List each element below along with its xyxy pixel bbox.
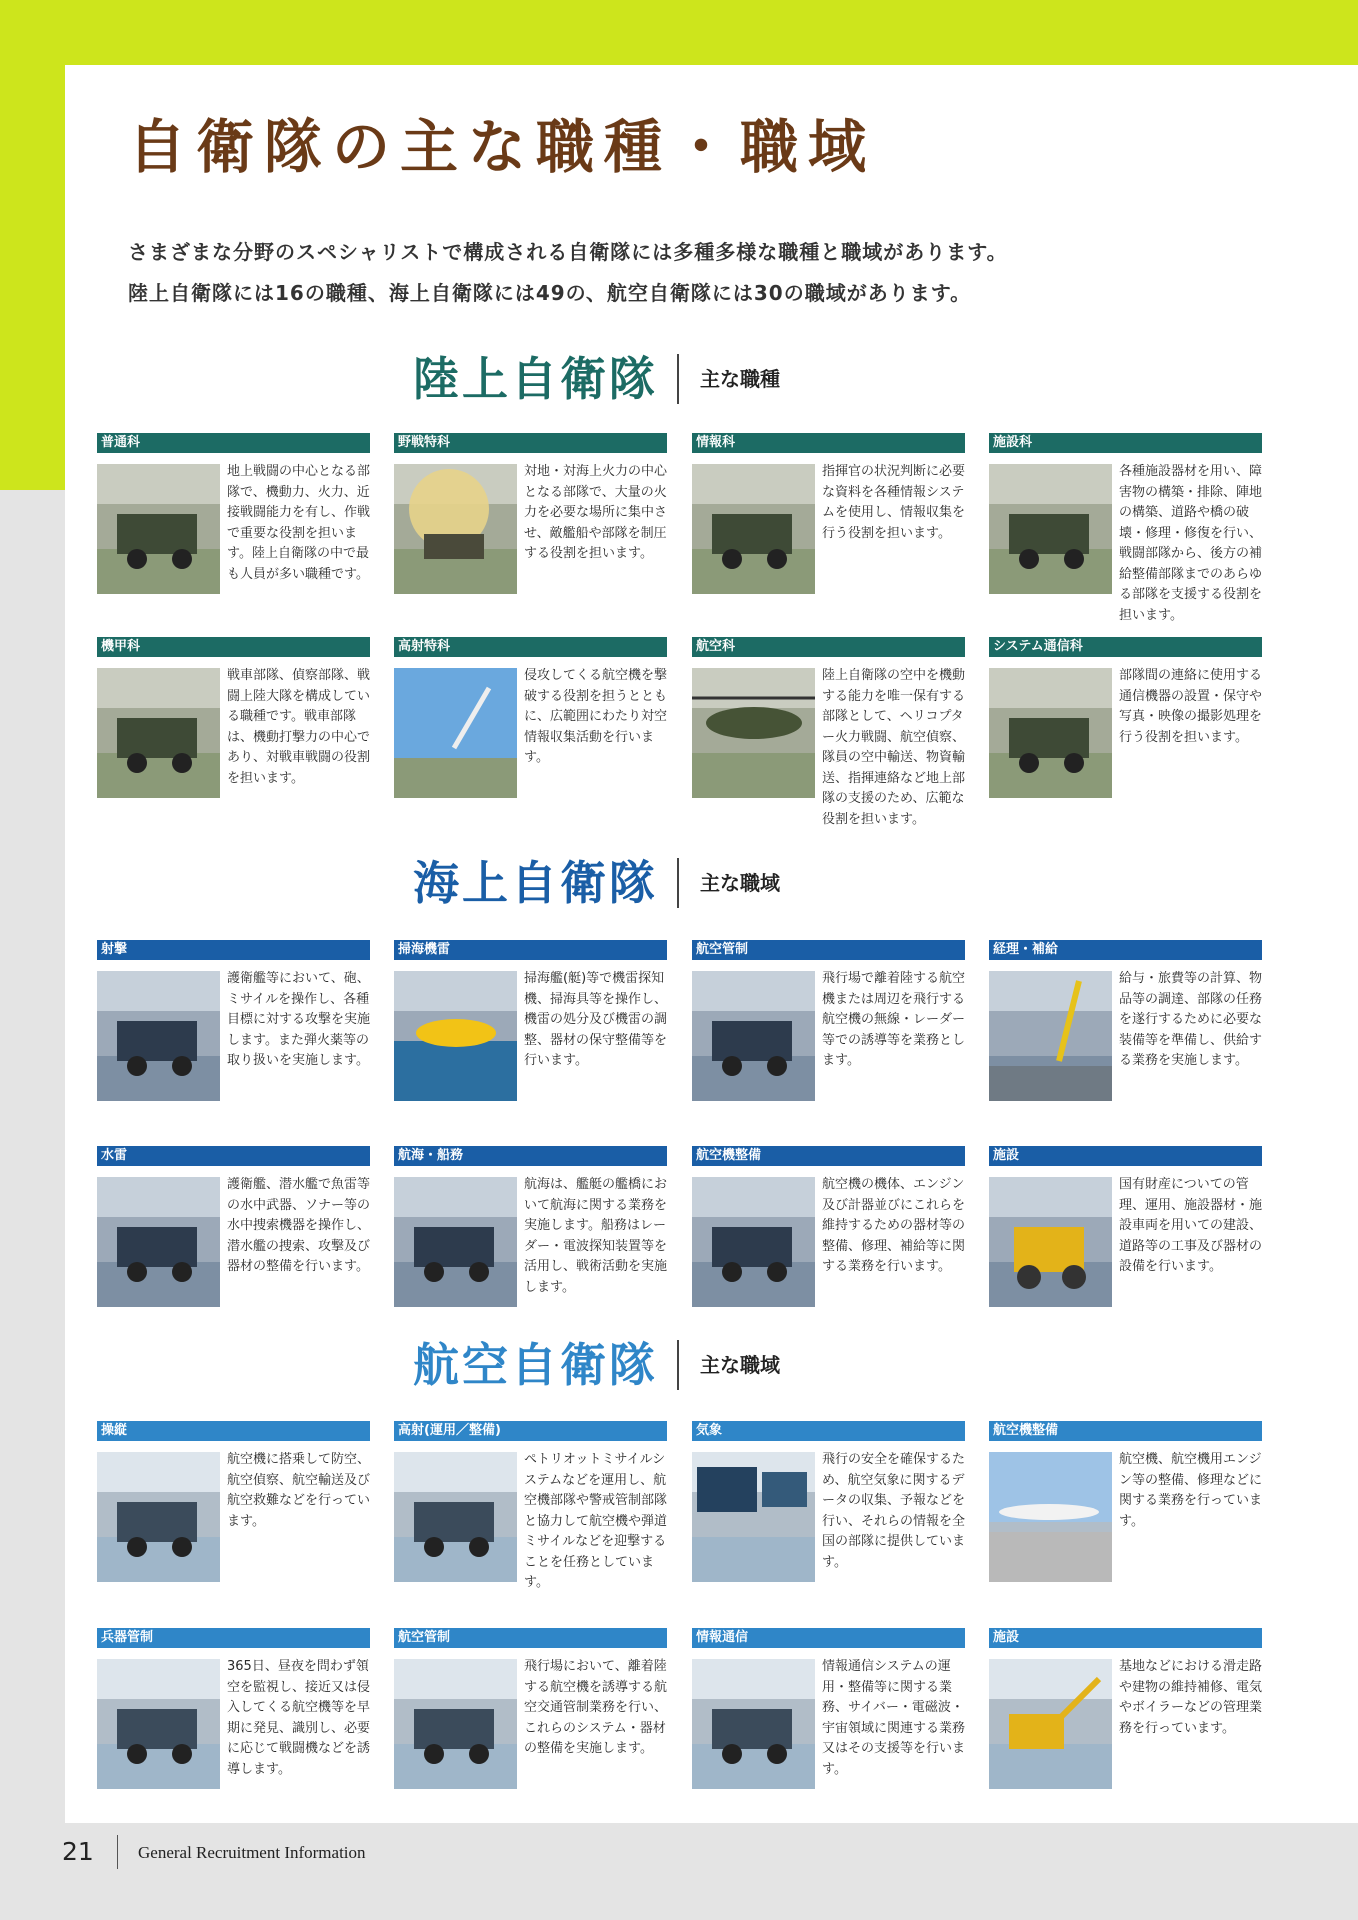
card-label: 情報科	[692, 433, 965, 453]
card-label: 兵器管制	[97, 1628, 370, 1648]
card-label: 高射(運用／整備)	[394, 1421, 667, 1441]
card-description: 護衛艦、潜水艦で魚雷等の水中武器、ソナー等の水中捜索機器を操作し、潜水艦の捜索、攻撃及び器材の整備を行います。	[227, 1177, 371, 1274]
card-description: 航空機の機体、エンジン及び計器並びにこれらを維持するための器材等の整備、修理、補給等に関する業務を行います。	[822, 1177, 966, 1274]
card-description: 航海は、艦艇の艦橋において航海に関する業務を実施します。船務はレーダー・電波探知装置等を活用し、戦術活動を実施します。	[524, 1177, 668, 1295]
card-label: 航空機整備	[989, 1421, 1262, 1441]
intelligence-vehicle-photo	[692, 464, 815, 594]
card-label: 普通科	[97, 433, 370, 453]
section-header-air	[0, 1335, 1358, 1395]
section-title: 航空自衛隊	[413, 1338, 658, 1392]
card-label: 航空管制	[692, 940, 965, 960]
card-description: 護衛艦等において、砲、ミサイルを操作し、各種目標に対する攻撃を実施します。また弾火薬等の取り扱いを実施します。	[227, 971, 371, 1068]
weather-room-photo	[692, 1452, 815, 1582]
intro-line-1: さまざまな分野のスペシャリストで構成される自衛隊には多種多様な職種と職域があります。	[128, 240, 1008, 264]
card-label: 航海・船務	[394, 1146, 667, 1166]
card-description: 戦車部隊、偵察部隊、戦闘上陸大隊を構成している職種です。戦車部隊は、機動打撃力の中心であり、対戦車戦闘の役割を担います。	[227, 668, 371, 786]
card-description: 侵攻してくる航空機を撃破する役割を担うとともに、広範囲にわたり対空情報収集活動を行います。	[524, 668, 668, 765]
card-description: 航空機、航空機用エンジン等の整備、修理などに関する業務を行っています。	[1119, 1452, 1263, 1529]
card-label: 航空管制	[394, 1628, 667, 1648]
card-label: 航空科	[692, 637, 965, 657]
card-description: 指揮官の状況判断に必要な資料を各種情報システムを使用し、情報収集を行う役割を担います。	[822, 464, 966, 541]
card-description: 部隊間の連絡に使用する通信機器の設置・保守や写真・映像の撮影処理を行う役割を担います。	[1119, 668, 1263, 745]
pilot-cockpit-photo	[97, 1452, 220, 1582]
yellow-underwater-drone-photo	[394, 971, 517, 1101]
torpedo-tube-photo	[97, 1177, 220, 1307]
supply-crane-photo	[989, 971, 1112, 1101]
card-description: 国有財産についての管理、運用、施設器材・施設車両を用いての建設、道路等の工事及び器材の設備を行います。	[1119, 1177, 1263, 1274]
card-label: 気象	[692, 1421, 965, 1441]
card-description: 飛行の安全を確保するため、航空気象に関するデータの収集、予報などを行い、それらの情報を全国の部隊に提供しています。	[822, 1452, 966, 1570]
card-label: 野戦特科	[394, 433, 667, 453]
helicopter-photo	[692, 668, 815, 798]
card-label: 情報通信	[692, 1628, 965, 1648]
section-header-maritime	[0, 853, 1358, 913]
card-description: 情報通信システムの運用・整備等に関する業務、サイバー・電磁波・宇宙領域に関連する業務又はその支援等を行います。	[822, 1659, 966, 1777]
card-description: 地上戦闘の中心となる部隊で、機動力、火力、近接戦闘能力を有し、作戦で重要な役割を担います。陸上自衛隊の中で最も人員が多い職種です。	[227, 464, 371, 582]
control-tower-photo	[394, 1659, 517, 1789]
top-color-band	[0, 0, 1358, 65]
page-number: 21	[62, 1837, 94, 1866]
section-subtitle: 主な職域	[700, 871, 780, 895]
card-description: 飛行場で離着陸する航空機または周辺を飛行する航空機の無線・レーダー等での誘導等を業務とします。	[822, 971, 966, 1068]
card-description: 365日、昼夜を問わず領空を監視し、接近又は侵入してくる航空機等を早期に発見、識別し、必要に応じて戦闘機などを誘導します。	[227, 1659, 371, 1777]
missile-launch-photo	[394, 668, 517, 798]
card-description: 飛行場において、離着陸する航空機を誘導する航空交通管制業務を行い、これらのシステム・器材の整備を実施します。	[524, 1659, 668, 1756]
air-control-officer-photo	[692, 971, 815, 1101]
card-description: ペトリオットミサイルシステムなどを運用し、航空機部隊や警戒管制部隊と協力して航空機や弾道ミサイルなどを迎撃することを任務としています。	[524, 1452, 668, 1590]
card-description: 基地などにおける滑走路や建物の維持補修、電気やボイラーなどの管理業務を行っています。	[1119, 1659, 1263, 1736]
footer-text: General Recruitment Information	[138, 1843, 366, 1862]
tank-photo	[97, 668, 220, 798]
card-label: 射撃	[97, 940, 370, 960]
card-description: 掃海艦(艇)等で機雷探知機、掃海具等を操作し、機雷の処分及び機雷の調整、器材の保守整備等を行います。	[524, 971, 668, 1068]
card-label: 経理・補給	[989, 940, 1262, 960]
bridge-vehicle-photo	[989, 464, 1112, 594]
section-divider	[677, 858, 679, 908]
intro-line-2: 陸上自衛隊には16の職種、海上自衛隊には49の、航空自衛隊には30の職域があります。	[128, 281, 972, 305]
field-artillery-photo	[394, 464, 517, 594]
communication-vehicle-photo	[989, 668, 1112, 798]
card-label: 施設	[989, 1628, 1262, 1648]
card-label: システム通信科	[989, 637, 1262, 657]
card-description: 陸上自衛隊の空中を機動する能力を唯一保有する部隊として、ヘリコプター火力戦闘、航空偵察、隊員の空中輸送、物資輸送、指揮連絡など地上部隊の支援のため、広範な役割を担います。	[822, 668, 966, 827]
card-label: 操縦	[97, 1421, 370, 1441]
section-subtitle: 主な職域	[700, 1353, 780, 1377]
section-divider	[677, 1340, 679, 1390]
card-label: 施設	[989, 1146, 1262, 1166]
section-divider	[677, 354, 679, 404]
yellow-construction-vehicle-photo	[989, 1177, 1112, 1307]
section-title: 海上自衛隊	[413, 856, 658, 910]
card-label: 水雷	[97, 1146, 370, 1166]
radar-operator-photo	[97, 1659, 220, 1789]
card-label: 航空機整備	[692, 1146, 965, 1166]
card-description: 給与・旅費等の計算、物品等の調達、部隊の任務を遂行するために必要な装備等を準備し、供給する業務を実施します。	[1119, 971, 1263, 1068]
naval-gun-photo	[97, 971, 220, 1101]
section-title: 陸上自衛隊	[413, 352, 658, 406]
card-label: 機甲科	[97, 637, 370, 657]
section-header-ground	[0, 349, 1358, 409]
card-description: 各種施設器材を用い、障害物の構築・排除、陣地の構築、道路や橋の破壊・修理・修復を行い、戦闘部隊から、後方の補給整備部隊までのあらゆる部隊を支援する役割を担います。	[1119, 464, 1263, 623]
card-description: 対地・対海上火力の中心となる部隊で、大量の火力を必要な場所に集中させ、敵艦船や部隊を制圧する役割を担います。	[524, 464, 668, 561]
section-subtitle: 主な職種	[700, 367, 780, 391]
airplane-apron-photo	[989, 1452, 1112, 1582]
card-label: 掃海機雷	[394, 940, 667, 960]
excavator-photo	[989, 1659, 1112, 1789]
communication-equipment-photo	[692, 1659, 815, 1789]
navigation-sailor-photo	[394, 1177, 517, 1307]
card-label: 高射特科	[394, 637, 667, 657]
card-description: 航空機に搭乗して防空、航空偵察、航空輸送及び航空救難などを行っています。	[227, 1452, 371, 1529]
aircraft-maintenance-photo	[692, 1177, 815, 1307]
page-title: 自衛隊の主な職種・職域	[128, 113, 877, 181]
patriot-launcher-photo	[394, 1452, 517, 1582]
footer-divider	[117, 1835, 118, 1869]
infantry-soldiers-photo	[97, 464, 220, 594]
card-label: 施設科	[989, 433, 1262, 453]
left-color-band	[0, 0, 65, 490]
